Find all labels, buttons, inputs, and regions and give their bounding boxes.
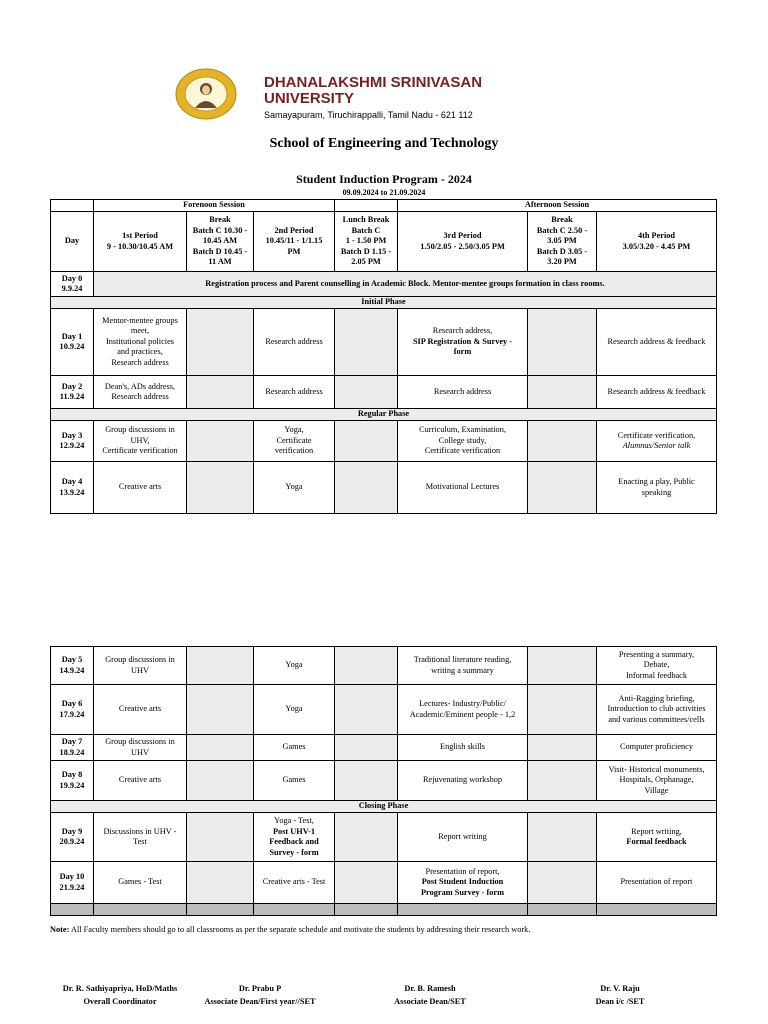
day0-activity: Registration process and Parent counselling in Academic Block. Mentor-mentee groups formation in class rooms. (94, 272, 717, 297)
break-cell (528, 376, 597, 409)
day-cell (51, 421, 94, 462)
blank-cell (528, 904, 597, 916)
cell-line: Anti-Ragging briefing, (618, 693, 695, 703)
blank-cell (597, 904, 717, 916)
col-label: 1st Period (122, 231, 158, 240)
period-1-cell (94, 309, 187, 376)
period-4-cell (597, 761, 717, 801)
table-row (51, 647, 717, 685)
period-2-cell (254, 813, 335, 862)
day-cell (51, 272, 94, 297)
table-row (51, 761, 717, 801)
schedule-table-part2 (50, 646, 717, 916)
signatory-name: Dr. B. Ramesh (404, 984, 456, 993)
cell-line: form (453, 347, 472, 357)
cell-line: UHV (131, 747, 149, 757)
cell-line: SIP Registration & Survey - (412, 336, 513, 346)
cell-line: Institutional policies (106, 336, 174, 346)
cell-line: meet, (130, 326, 150, 336)
cell-line: Survey - form (269, 847, 319, 857)
university-address: Samayapuram, Tiruchirappalli, Tamil Nadu - 621 112 (264, 110, 473, 120)
col-period-4 (597, 212, 717, 272)
cell-line: verification (274, 446, 314, 456)
cell-line: Visit- Historical monuments, (608, 764, 705, 774)
phase-header-regular: Regular Phase (51, 409, 717, 421)
signatory-3 (370, 982, 490, 1008)
break-cell (528, 309, 597, 376)
day-date: 11.9.24 (59, 392, 85, 401)
table-row (51, 421, 717, 462)
blank-cell (94, 904, 187, 916)
break-cell (187, 813, 254, 862)
table-row (51, 309, 717, 376)
table-row (51, 272, 717, 297)
period-4-cell: Research address & feedback (597, 376, 717, 409)
signatory-2 (180, 982, 340, 1008)
cell-line: Research address (111, 392, 169, 401)
period-1-cell (94, 421, 187, 462)
signatory-role: Associate Dean/First year//SET (204, 997, 316, 1006)
signatory-name: Dr. V. Raju (600, 984, 640, 993)
signatory-name: Dr. Prabu P (238, 984, 282, 993)
period-1-cell (94, 376, 187, 409)
col-time: 3.20 PM (547, 257, 577, 267)
cell-line: and various committees/cells (608, 714, 705, 724)
day-date: 13.9.24 (59, 487, 85, 497)
period-3-cell (398, 862, 528, 904)
period-2-cell (254, 421, 335, 462)
period-4-cell (597, 685, 717, 735)
day-cell (51, 813, 94, 862)
col-time: Batch D 10.45 - (192, 246, 248, 256)
period-1-cell: Games - Test (94, 862, 187, 904)
col-time: 10.45 AM (202, 236, 238, 246)
lunch-cell (335, 685, 398, 735)
period-2-cell: Research address (254, 309, 335, 376)
day-date: 14.9.24 (59, 665, 85, 675)
day-label: Day 4 (61, 477, 83, 486)
break-cell (187, 647, 254, 685)
break-cell (187, 862, 254, 904)
lunch-cell (335, 462, 398, 514)
table-row (51, 376, 717, 409)
signatory-role: Dean i/c /SET (595, 997, 645, 1006)
period-4-cell: Presentation of report (597, 862, 717, 904)
cell-line: College study, (438, 435, 487, 445)
break-cell (187, 421, 254, 462)
note-text: All Faculty members should go to all classrooms as per the separate schedule and motivate the students by addressing their research work. (69, 925, 531, 934)
cell-line: Certificate verification (102, 446, 178, 456)
signatory-4 (570, 982, 670, 1008)
cell-line: Research address (111, 357, 169, 367)
cell-line: UHV (131, 665, 149, 675)
day-cell (51, 462, 94, 514)
table-row (51, 813, 717, 862)
col-period-2 (254, 212, 335, 272)
col-time: 10.45/11 - 1/1.15 (265, 236, 323, 246)
cell-line: Alumnus/Senior talk (622, 441, 691, 450)
school-title: School of Engineering and Technology (269, 136, 499, 151)
col-lunch (335, 212, 398, 272)
period-4-cell: Computer proficiency (597, 735, 717, 761)
lunch-cell (335, 309, 398, 376)
period-4-cell (597, 813, 717, 862)
col-time: 9 - 10.30/10.45 AM (106, 241, 174, 251)
day-cell (51, 376, 94, 409)
cell-line: Informal feedback (625, 670, 688, 680)
day-date: 20.9.24 (59, 837, 85, 846)
period-2-cell: Yoga (254, 462, 335, 514)
period-3-cell: Report writing (398, 813, 528, 862)
table-row (51, 685, 717, 735)
lunch-cell (335, 862, 398, 904)
period-2-cell: Research address (254, 376, 335, 409)
lunch-cell (335, 813, 398, 862)
day-date: 19.9.24 (59, 780, 85, 790)
col-day: Day (51, 212, 94, 272)
table-row (51, 462, 717, 514)
cell-line: Lectures- Industry/Public/ (419, 699, 506, 708)
break-cell (528, 685, 597, 735)
day-label: Day 5 (61, 655, 83, 664)
period-3-cell: Rejuvenating workshop (398, 761, 528, 801)
col-label: Lunch Break (342, 215, 390, 225)
lunch-cell (335, 421, 398, 462)
day-cell (51, 647, 94, 685)
break-cell (528, 462, 597, 514)
cell-line: Mentor-mentee groups (102, 315, 178, 325)
cell-line: Program Survey - form (420, 887, 505, 897)
break-cell (528, 761, 597, 801)
col-label: 4th Period (637, 231, 676, 240)
cell-line: Yoga, (284, 425, 304, 435)
col-label: 3rd Period (443, 231, 482, 240)
period-3-cell: English skills (398, 735, 528, 761)
cell-line: Debate, (643, 660, 670, 670)
col-break-1 (187, 212, 254, 272)
col-period-1 (94, 212, 187, 272)
program-title: Student Induction Program - 2024 (296, 172, 472, 186)
col-time: 3.05/3.20 - 4.45 PM (622, 241, 691, 251)
note-label: Note: (50, 925, 70, 934)
cell-line: Hospitals, Orphanage, (619, 775, 694, 785)
day-cell (51, 685, 94, 735)
cell-line: Traditional literature reading, (413, 655, 512, 664)
blank-cell (254, 904, 335, 916)
day-date: 9.9.24 (61, 284, 83, 293)
period-1-cell (94, 813, 187, 862)
period-1-cell: Creative arts (94, 761, 187, 801)
day-label: Day 6 (61, 699, 83, 708)
period-4-cell (597, 647, 717, 685)
col-period-3 (398, 212, 528, 272)
blank-cell (398, 904, 528, 916)
period-2-cell: Yoga (254, 647, 335, 685)
table-row (51, 735, 717, 761)
day-cell (51, 761, 94, 801)
lunch-cell (335, 761, 398, 801)
day-cell (51, 862, 94, 904)
signatory-1 (50, 982, 190, 1008)
cell-line: Presentation of report, (425, 866, 500, 876)
cell-line: Group discussions in (105, 737, 175, 746)
period-2-cell: Creative arts - Test (254, 862, 335, 904)
schedule-table-part1 (50, 199, 717, 514)
cell-line: Certificate verification (424, 446, 501, 456)
period-3-cell (398, 647, 528, 685)
lunch-cell (335, 735, 398, 761)
cell-line: Yoga - Test, (274, 816, 314, 825)
day-date: 12.9.24 (59, 441, 85, 450)
break-cell (528, 421, 597, 462)
period-3-cell: Motivational Lectures (398, 462, 528, 514)
period-4-cell: Research address & feedback (597, 309, 717, 376)
cell-line: Enacting a play, Public (618, 477, 695, 486)
break-cell (187, 376, 254, 409)
day-label: Day 3 (61, 430, 83, 440)
cell-line: Dean's, ADs address, (104, 381, 176, 391)
cell-line: Group discussions in (105, 425, 175, 435)
phase-header-initial: Initial Phase (51, 297, 717, 309)
period-1-cell: Creative arts (94, 462, 187, 514)
cell-line: Report writing, (631, 826, 682, 836)
day-date: 10.9.24 (59, 342, 85, 351)
col-time: 2.05 PM (351, 257, 381, 267)
lunch-cell (335, 376, 398, 409)
break-cell (187, 309, 254, 376)
cell-line: Certificate (276, 435, 312, 445)
cell-line: Curriculum, Examination, (419, 425, 506, 435)
col-time: 11 AM (208, 257, 232, 267)
period-3-cell (398, 421, 528, 462)
col-time: PM (287, 246, 301, 256)
period-4-cell (597, 421, 717, 462)
cell-line: Introduction to club activities (607, 704, 706, 714)
cell-line: Test (133, 837, 147, 846)
blank-cell (51, 200, 94, 212)
day-date: 18.9.24 (59, 747, 85, 757)
blank-cell (335, 200, 398, 212)
day-date: 17.9.24 (59, 709, 85, 719)
cell-line: Group discussions in (105, 655, 175, 664)
program-dates: 09.09.2024 to 21.09.2024 (342, 188, 426, 197)
period-3-cell: Research address (398, 376, 528, 409)
day-label: Day 7 (61, 737, 83, 746)
university-name: DHANALAKSHMI SRINIVASAN UNIVERSITY (264, 74, 483, 107)
cell-line: Research address, (432, 326, 493, 336)
table-row (51, 862, 717, 904)
lunch-cell (335, 647, 398, 685)
period-2-cell: Games (254, 761, 335, 801)
col-label: Break (551, 215, 573, 225)
col-label: Break (209, 215, 231, 225)
signatory-role: Associate Dean/SET (394, 997, 466, 1006)
cell-line: UHV, (130, 435, 150, 445)
period-3-cell (398, 309, 528, 376)
cell-line: and practices, (117, 347, 163, 357)
cell-line: Post Student Induction (421, 877, 504, 887)
table-footer-row (51, 904, 717, 916)
cell-line: Presenting a summary, (618, 649, 695, 659)
col-time: Batch C 10.30 - (192, 225, 248, 235)
period-4-cell (597, 462, 717, 514)
signatory-role: Overall Coordinator (83, 997, 157, 1006)
footnote (50, 925, 530, 934)
period-2-cell: Games (254, 735, 335, 761)
period-1-cell (94, 735, 187, 761)
break-cell (528, 813, 597, 862)
signatory-name: Dr. R. Sathiyapriya, HoD/Maths (62, 984, 178, 993)
day-label: Day 9 (61, 826, 83, 836)
blank-cell (335, 904, 398, 916)
cell-line: Discussions in UHV - (103, 826, 177, 836)
col-time: 1 - 1.50 PM (345, 236, 387, 246)
cell-line: speaking (641, 487, 672, 497)
day-label: Day 0 (61, 273, 83, 283)
cell-line: Academic/Eminent people - 1,2 (409, 709, 516, 719)
cell-line: Post UHV-1 (272, 826, 315, 836)
col-time: 3.05 PM (547, 236, 577, 246)
day-label: Day 10 (59, 872, 85, 881)
col-time: Batch C (351, 225, 381, 235)
col-label: 2nd Period (274, 225, 314, 235)
cell-line: Village (644, 785, 669, 795)
day-cell (51, 735, 94, 761)
col-time: Batch D 3.05 - (536, 246, 588, 256)
period-3-cell (398, 685, 528, 735)
day-label: Day 1 (61, 331, 83, 341)
break-cell (187, 462, 254, 514)
cell-line: Formal feedback (626, 837, 687, 846)
blank-cell (187, 904, 254, 916)
period-2-cell: Yoga (254, 685, 335, 735)
break-cell (187, 735, 254, 761)
break-cell (528, 735, 597, 761)
day-label: Day 2 (61, 381, 83, 391)
day-date: 21.9.24 (59, 882, 85, 892)
break-cell (187, 685, 254, 735)
break-cell (187, 761, 254, 801)
col-time: Batch D 1.15 - (340, 246, 392, 256)
period-1-cell (94, 647, 187, 685)
forenoon-session-header: Forenoon Session (94, 200, 335, 212)
cell-line: writing a summary (431, 665, 494, 675)
cell-line: Feedback and (269, 837, 319, 846)
col-break-2 (528, 212, 597, 272)
afternoon-session-header: Afternoon Session (398, 200, 717, 212)
phase-header-closing: Closing Phase (51, 801, 717, 813)
col-time: 1.50/2.05 - 2.50/3.05 PM (420, 241, 505, 251)
university-logo (175, 68, 237, 120)
col-time: Batch C 2.50 - (536, 225, 588, 235)
blank-cell (51, 904, 94, 916)
day-cell (51, 309, 94, 376)
cell-line: Certificate verification, (617, 430, 696, 440)
day-label: Day 8 (61, 770, 83, 779)
break-cell (528, 862, 597, 904)
break-cell (528, 647, 597, 685)
period-1-cell: Creative arts (94, 685, 187, 735)
